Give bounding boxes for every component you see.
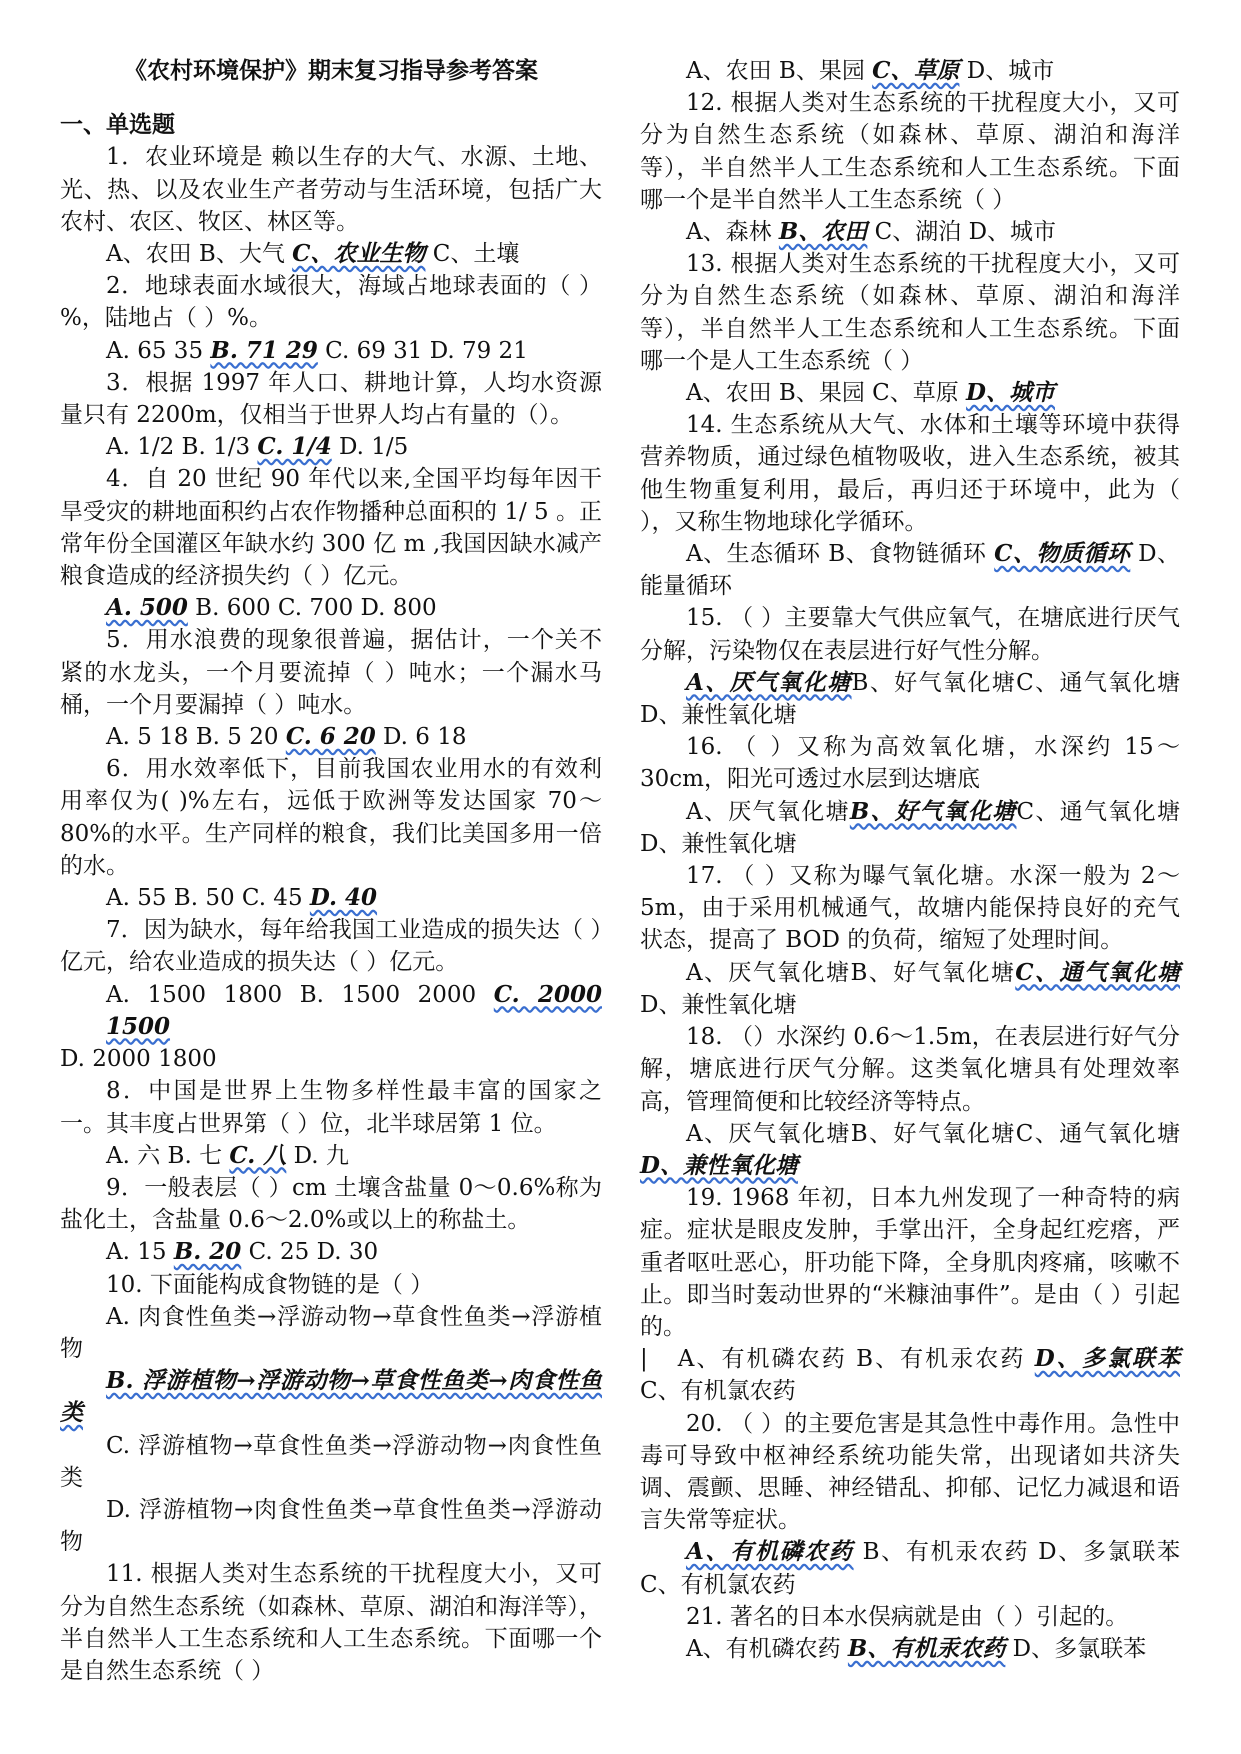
correct-answer: D、多氯联苯 (1034, 1345, 1180, 1373)
section-heading: 一、单选题 (60, 111, 175, 139)
question-paragraph (640, 796, 1180, 860)
question-paragraph (60, 270, 602, 334)
text-span: A、有机磷农药 (686, 1635, 848, 1662)
text-span: B、有机汞农药 D、多氯联苯 C、有机氯农药 (640, 1539, 1180, 1598)
text-span: A. 5 18 B. 5 20 (106, 724, 286, 751)
text-span: C. 浮游植物→草食性鱼类→浮游动物→肉食性鱼类 (60, 1432, 602, 1491)
text-span: C. 69 31 D. 79 21 (317, 337, 528, 364)
correct-answer: C、草原 (872, 57, 960, 84)
text-span: A、厌气氧化塘 (686, 798, 850, 825)
text-span: 19. 1968 年初，日本九州发现了一种奇特的病症。症状是眼皮发肿，手掌出汗，全身起红疙瘩，严重者呕吐恶心，肝功能下降，全身肌肉疼痛，咳嗽不止。即当时轰动世界的“米糠油事件”。是由（ ）引起的。 (640, 1185, 1180, 1340)
text-span: 6．用水效率低下，目前我国农业用水的有效利用率仅为( )%左右，远低于欧洲等发达国家 70～80%的水平。生产同样的粮食，我们比美国多用一倍的水。 (60, 756, 602, 879)
text-span: A. 15 (106, 1239, 174, 1266)
correct-answer: B、农田 (778, 218, 868, 246)
text-span: D、城市 (959, 58, 1055, 84)
correct-answer: C、农业生物 (292, 240, 426, 268)
correct-answer: B、有机汞农药 (847, 1634, 1006, 1662)
answer-options (60, 721, 602, 753)
question-paragraph (640, 1021, 1180, 1118)
question-paragraph (640, 1633, 1180, 1665)
text-span: A、厌气氧化塘B、好气氧化塘C、通气氧化塘 (686, 1120, 1180, 1147)
question-paragraph (640, 1118, 1180, 1182)
answer-options (60, 882, 602, 914)
text-span: D、兼性氧化塘 (640, 991, 797, 1018)
text-span: 10. 下面能构成食物链的是（ ） (106, 1271, 434, 1298)
text-span: A. 55 B. 50 C. 45 (106, 885, 310, 912)
correct-answer: B. 71 29 (210, 336, 318, 364)
question-paragraph (640, 1601, 1180, 1633)
question-paragraph (60, 1365, 602, 1429)
answer-options (60, 238, 602, 270)
text-span: A、农田 B、果园 C、草原 (686, 380, 967, 407)
text-span: 1．农业环境是 赖以生存的大气、水源、土地、光、热、以及农业生产者劳动与生活环境，包括广大农村、农区、牧区、林区等。 (60, 144, 602, 235)
answer-options (60, 979, 602, 1043)
question-paragraph (640, 860, 1180, 957)
answer-options (60, 431, 602, 463)
text-span: A、厌气氧化塘B、好气氧化塘 (686, 959, 1016, 986)
right-question-list (640, 55, 1180, 1665)
correct-answer: B、好气氧化塘 (849, 797, 1017, 825)
text-span: 18. （）水深约 0.6～1.5m，在表层进行好气分解，塘底进行厌气分解。这类氧化塘具有处理效率高，管理简便和比较经济等特点。 (640, 1024, 1180, 1115)
question-paragraph (640, 731, 1180, 795)
correct-answer: D. 40 (309, 884, 378, 912)
question-paragraph (60, 1172, 602, 1236)
question-paragraph (60, 1430, 602, 1494)
correct-answer: C、通气氧化塘 (1015, 958, 1180, 986)
correct-answer: D、兼性氧化塘 (640, 1151, 798, 1179)
text-span: B、好气氧化塘C、通气氧化塘 D、兼性氧化塘 (640, 669, 1180, 729)
text-span: A、农田 B、大气 (106, 241, 293, 268)
left-column (60, 55, 602, 1687)
question-paragraph (640, 409, 1180, 538)
text-span: A、生态循环 B、食物链循环 (686, 541, 995, 568)
answer-options (640, 377, 1180, 409)
text-span: D. 浮游植物→肉食性鱼类→草食性鱼类→浮游动物 (60, 1496, 602, 1556)
text-span: B. 600 C. 700 D. 800 (187, 595, 437, 622)
correct-answer: C. 八 (229, 1141, 287, 1169)
correct-answer: C、物质循环 (994, 540, 1131, 568)
text-span: D、能量循环 (640, 541, 1180, 600)
left-question-list (60, 141, 602, 1687)
text-span: C、湖泊 D、城市 (867, 219, 1057, 246)
text-span: D. 6 18 (375, 724, 467, 751)
answer-options (60, 592, 602, 624)
correct-answer: A、有机磷农药 (686, 1538, 854, 1566)
question-paragraph (60, 624, 602, 721)
text-span: 11. 根据人类对生态系统的干扰程度大小，又可分为自然生态系统（如森林、草原、湖泊和海洋等），半自然半人工生态系统和人工生态系统。下面哪一个是自然生态系统（ ） (60, 1561, 602, 1684)
question-paragraph (640, 87, 1180, 216)
text-span: D、多氯联苯 (1005, 1635, 1147, 1662)
margin-bar: | (640, 1346, 648, 1373)
text-span: D. 九 (286, 1142, 349, 1169)
question-paragraph (60, 141, 602, 238)
text-span: A、森林 (686, 219, 779, 246)
text-span: 15. （ ）主要靠大气供应氧气，在塘底进行厌气分解，污染物仅在表层进行好气性分解。 (640, 605, 1180, 664)
question-paragraph (60, 1301, 602, 1365)
answer-options (60, 1140, 602, 1172)
answer-options (640, 55, 1180, 87)
question-paragraph (640, 248, 1180, 377)
text-span: A. 肉食性鱼类→浮游动物→草食性鱼类→浮游植物 (60, 1303, 602, 1362)
text-span: C、有机氯农药 (640, 1378, 796, 1405)
question-paragraph (60, 1043, 602, 1075)
text-span: 17. （ ）又称为曝气氧化塘。水深一般为 2～5m，由于采用机械通气，故塘内能保持良好的充气状态，提高了 BOD 的负荷，缩短了处理时间。 (640, 863, 1180, 954)
text-span: C、土壤 (425, 241, 520, 268)
answer-options (640, 216, 1180, 248)
text-span: D. 1/5 (331, 434, 409, 461)
correct-answer: D、城市 (966, 379, 1055, 407)
text-span: 5．用水浪费的现象很普遍，据估计，一个关不紧的水龙头，一个月要流掉（ ）吨水；一个漏水马桶，一个月要漏掉（ ）吨水。 (60, 627, 602, 718)
question-paragraph (640, 602, 1180, 666)
correct-answer: C. 2000 1500 (106, 980, 602, 1040)
question-paragraph (60, 367, 602, 431)
question-paragraph (60, 914, 602, 978)
text-span: 9．一般表层（ ）cm 土壤含盐量 0～0.6%称为盐化土，含盐量 0.6～2.0%或以上的称盐土。 (60, 1174, 602, 1234)
question-paragraph (640, 1408, 1180, 1537)
text-span: 20. （ ）的主要危害是其急性中毒作用。急性中毒可导致中枢神经系统功能失常，出现诸如共济失调、震颤、思睡、神经错乱、抑郁、记忆力减退和语言失常等症状。 (640, 1410, 1180, 1534)
text-span: 13. 根据人类对生态系统的干扰程度大小，又可分为自然生态系统（如森林、草原、湖泊和海洋等），半自然半人工生态系统和人工生态系统。下面哪一个是人工生态系统（ ） (640, 251, 1180, 374)
correct-answer: C. 6 20 (285, 723, 376, 751)
text-span: 14. 生态系统从大气、水体和土壤等环境中获得营养物质，通过绿色植物吸收，进入生态系统，被其他生物重复利用，最后，再归还于环境中，此为（ ），又称生物地球化学循环。 (640, 412, 1180, 535)
text-span: 12. 根据人类对生态系统的干扰程度大小，又可分为自然生态系统（如森林、草原、湖泊和海洋等），半自然半人工生态系统和人工生态系统。下面哪一个是半自然半人工生态系统（ ） (640, 90, 1180, 213)
correct-answer: A、厌气氧化塘 (686, 668, 852, 696)
question-paragraph (640, 1536, 1180, 1600)
question-paragraph (640, 1343, 1180, 1407)
text-span: 21. 著名的日本水俣病就是由（ ）引起的。 (686, 1603, 1129, 1630)
text-span: 8．中国是世界上生物多样性最丰富的国家之一。其丰度占世界第（ ）位，北半球居第 1 位。 (60, 1078, 602, 1137)
question-paragraph (640, 957, 1180, 1021)
question-paragraph (60, 1075, 602, 1139)
text-span: D. 2000 1800 (60, 1046, 217, 1073)
correct-answer: C. 1/4 (257, 433, 332, 461)
text-span: A. 1/2 B. 1/3 (106, 434, 258, 461)
text-span: A. 六 B. 七 (106, 1142, 230, 1169)
text-span: A. 65 35 (106, 337, 211, 364)
question-paragraph (640, 1182, 1180, 1343)
text-span: 4．自 20 世纪 90 年代以来,全国平均每年因干旱受灾的耕地面积约占农作物播种总面积的 1/ 5 。正常年份全国灌区年缺水约 300 亿 m ,我国因缺水减产粮食造成的经济损失约（ ）亿元。 (60, 466, 602, 590)
correct-answer: B. 20 (173, 1238, 242, 1266)
question-paragraph (60, 463, 602, 592)
answer-options (60, 335, 602, 367)
right-column (640, 55, 1180, 1665)
answer-options (60, 1236, 602, 1268)
text-span: 16. （ ）又称为高效氧化塘，水深约 15～30cm，阳光可透过水层到达塘底 (640, 734, 1180, 793)
text-span: C、通气氧化塘 D、兼性氧化塘 (640, 798, 1180, 857)
question-paragraph (640, 667, 1180, 731)
question-paragraph (60, 753, 602, 882)
correct-answer: A. 500 (106, 594, 188, 622)
question-paragraph (60, 1558, 602, 1687)
text-span: 3．根据 1997 年人口、耕地计算，人均水资源量只有 2200m，仅相当于世界人均占有量的（）。 (60, 369, 602, 429)
text-span: A、农田 B、果园 (686, 58, 873, 84)
text-span: A. 1500 1800 B. 1500 2000 (106, 981, 494, 1008)
correct-answer: B. 浮游植物→浮游动物→草食性鱼类→肉食性鱼类 (60, 1367, 602, 1427)
text-span: C. 25 D. 30 (241, 1239, 379, 1266)
text-span: A、有机磷农药 B、有机汞农药 (677, 1346, 1035, 1373)
question-paragraph (60, 1494, 602, 1558)
question-paragraph (640, 538, 1180, 602)
question-paragraph (60, 1269, 602, 1301)
text-span: 7．因为缺水，每年给我国工业造成的损失达（ ）亿元，给农业造成的损失达（ ）亿元。 (60, 917, 602, 976)
text-span: 2．地球表面水域很大，海域占地球表面的（ ）%，陆地占（ ）%。 (60, 273, 602, 332)
page-title: 《农村环境保护》期末复习指导参考答案 (124, 57, 538, 84)
